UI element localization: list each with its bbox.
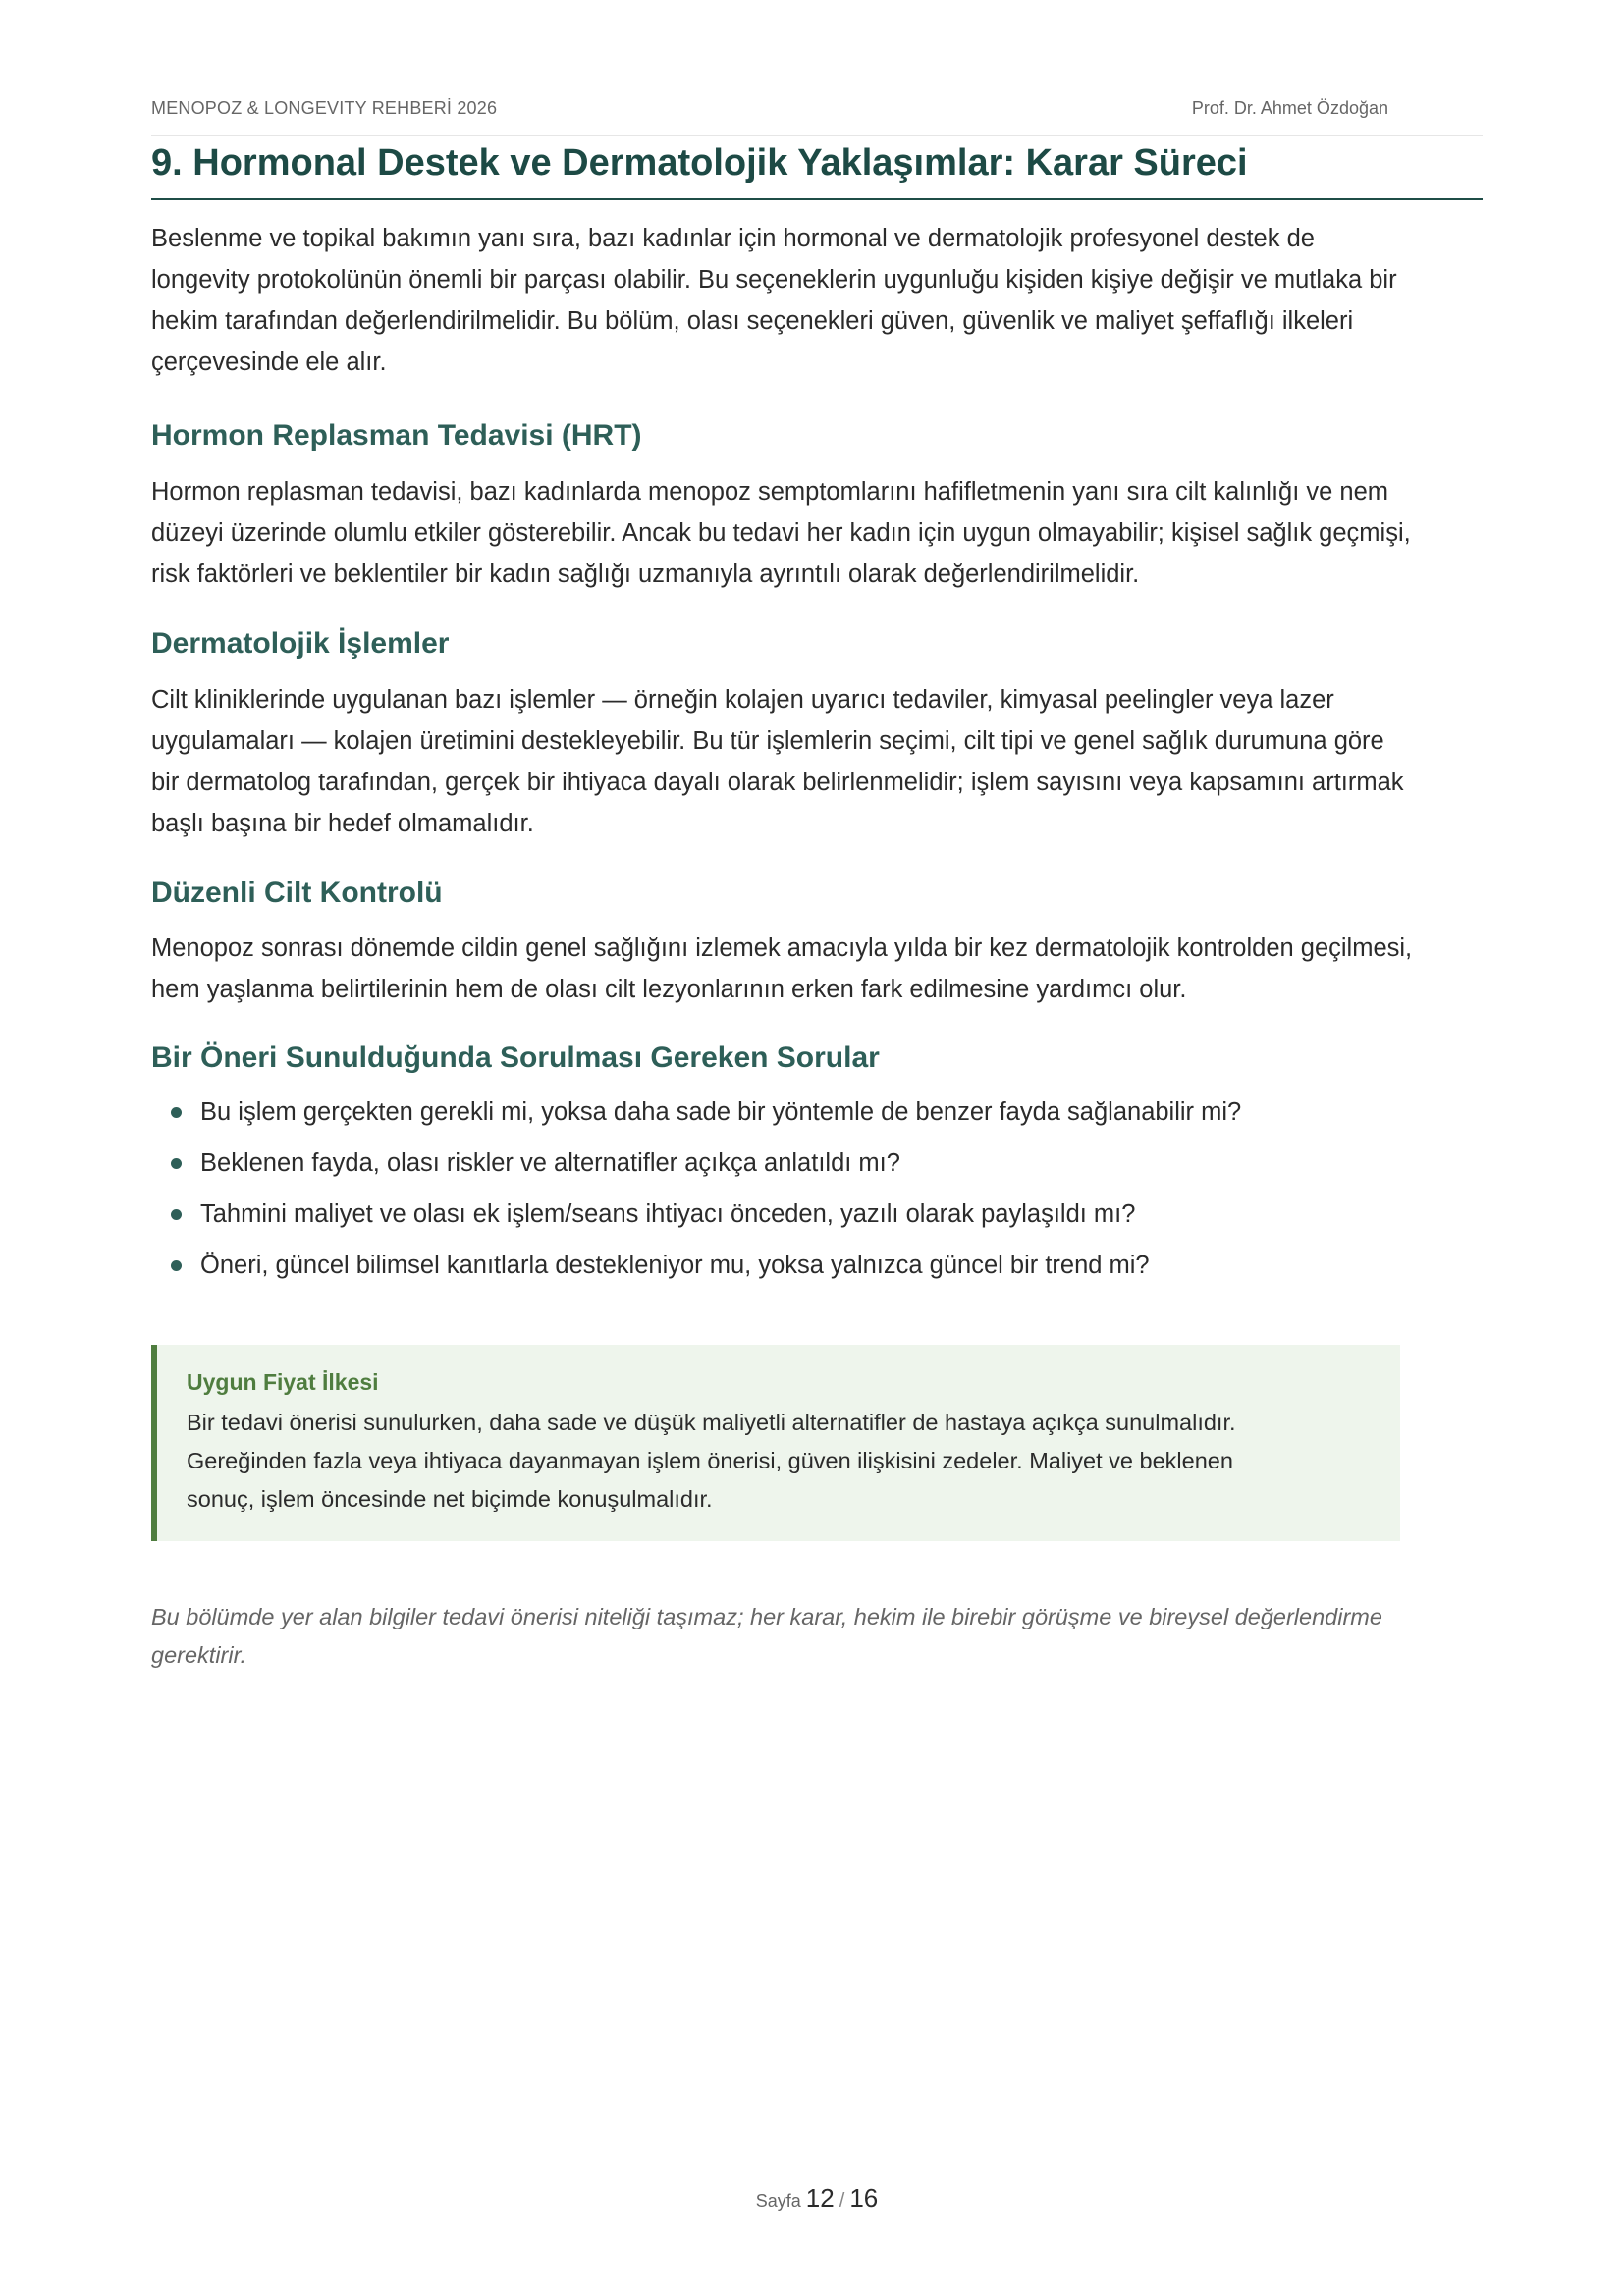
text-line: Bir tedavi önerisi sunulurken, daha sade ve düşük maliyetli alternatifler de hastaya açıkça sunulmalıdır. <box>187 1410 1236 1435</box>
page-separator: / <box>839 2190 845 2212</box>
header-author: Prof. Dr. Ahmet Özdoğan <box>1191 98 1388 118</box>
list-item-text: Bu işlem gerçekten gerekli mi, yoksa daha sade bir yöntemle de benzer fayda sağlanabilir mi? <box>200 1098 1242 1126</box>
list-item-text: Beklenen fayda, olası riskler ve alternatifler açıkça anlatıldı mı? <box>200 1149 900 1177</box>
list-item <box>169 1092 1241 1143</box>
text-line: başlı başına bir hedef olmamalıdır. <box>151 810 534 837</box>
list-item <box>169 1143 1241 1194</box>
text-line: Beslenme ve topikal bakımın yanı sıra, bazı kadınlar için hormonal ve dermatolojik profesyonel destek de <box>151 225 1315 252</box>
text-line: sonuç, işlem öncesinde net biçimde konuşulmalıdır. <box>187 1486 713 1512</box>
intro-paragraph <box>151 218 1483 383</box>
bullet-icon <box>171 1209 182 1220</box>
header-document-title: MENOPOZ & LONGEVITY REHBERİ 2026 <box>151 98 498 118</box>
running-header <box>151 96 1483 136</box>
callout-text <box>187 1404 1373 1519</box>
text-line: düzeyi üzerinde olumlu etkiler gösterebilir. Ancak bu tedavi her kadın için uygun olmayabilir; kişisel sağlık geçmişi, <box>151 519 1411 547</box>
current-page-number: 12 <box>805 2183 835 2213</box>
text-line: Cilt kliniklerinde uygulanan bazı işlemler — örneğin kolajen uyarıcı tedaviler, kimyasal peelingler veya lazer <box>151 686 1334 714</box>
text-line: longevity protokolünün önemli bir parçası olabilir. Bu seçeneklerin uygunluğu kişiden kişiye değişir ve mutlaka bir <box>151 266 1397 294</box>
bullet-icon <box>171 1260 182 1271</box>
text-line: Gereğinden fazla veya ihtiyaca dayanmayan işlem önerisi, güven ilişkisini zedeler. Maliyet ve beklenen <box>187 1448 1233 1473</box>
list-item-text: Tahmini maliyet ve olası ek işlem/seans ihtiyacı önceden, yazılı olarak paylaşıldı mı? <box>200 1201 1136 1228</box>
text-line: Menopoz sonrası dönemde cildin genel sağlığını izlemek amacıyla yılda bir kez dermatolojik kontrolden geçilmesi, <box>151 934 1413 962</box>
hrt-paragraph <box>151 471 1483 595</box>
question-list <box>169 1092 1241 1296</box>
list-item <box>169 1194 1241 1245</box>
total-page-count: 16 <box>849 2183 879 2213</box>
list-item <box>169 1245 1241 1296</box>
principle-callout <box>151 1345 1400 1541</box>
subheading-skin-check: Düzenli Cilt Kontrolü <box>151 877 443 909</box>
text-line: Hormon replasman tedavisi, bazı kadınlarda menopoz semptomlarını hafifletmenin yanı sıra cilt kalınlığı ve nem <box>151 478 1389 506</box>
text-line: risk faktörleri ve beklentiler bir kadın sağlığı uzmanıyla ayrıntılı olarak değerlendirilmelidir. <box>151 561 1140 588</box>
text-line: Bu bölümde yer alan bilgiler tedavi önerisi niteliği taşımaz; her karar, hekim ile birebir görüşme ve bireysel değerlendirme <box>151 1604 1382 1629</box>
page-label: Sayfa <box>755 2191 801 2211</box>
disclaimer-note <box>151 1598 1483 1675</box>
text-line: bir dermatolog tarafından, gerçek bir ihtiyaca dayalı olarak belirlenmelidir; işlem sayısını veya kapsamını artırmak <box>151 769 1404 796</box>
text-line: çerçevesinde ele alır. <box>151 348 387 376</box>
subheading-hrt: Hormon Replasman Tedavisi (HRT) <box>151 419 642 452</box>
section-title: 9. Hormonal Destek ve Dermatolojik Yaklaşımlar: Karar Süreci <box>151 137 1483 200</box>
document-page <box>151 0 1483 2296</box>
bullet-icon <box>171 1158 182 1169</box>
callout-title: Uygun Fiyat İlkesi <box>187 1369 379 1395</box>
text-line: hekim tarafından değerlendirilmelidir. Bu bölüm, olası seçenekleri güven, güvenlik ve maliyet şeffaflığı ilkeleri <box>151 307 1354 335</box>
subheading-questions: Bir Öneri Sunulduğunda Sorulması Gereken Sorular <box>151 1041 880 1074</box>
subheading-dermatology: Dermatolojik İşlemler <box>151 627 450 660</box>
list-item-text: Öneri, güncel bilimsel kanıtlarla destekleniyor mu, yoksa yalnızca güncel bir trend mi? <box>200 1252 1150 1279</box>
text-line: hem yaşlanma belirtilerinin hem de olası cilt lezyonlarının erken fark edilmesine yardımcı olur. <box>151 976 1187 1003</box>
bullet-icon <box>171 1107 182 1118</box>
text-line: uygulamaları — kolajen üretimini destekleyebilir. Bu tür işlemlerin seçimi, cilt tipi ve genel sağlık durumuna göre <box>151 727 1384 755</box>
text-line: gerektirir. <box>151 1642 247 1668</box>
dermatology-paragraph <box>151 679 1483 844</box>
skin-check-paragraph <box>151 928 1483 1010</box>
page-footer <box>151 2183 1483 2214</box>
